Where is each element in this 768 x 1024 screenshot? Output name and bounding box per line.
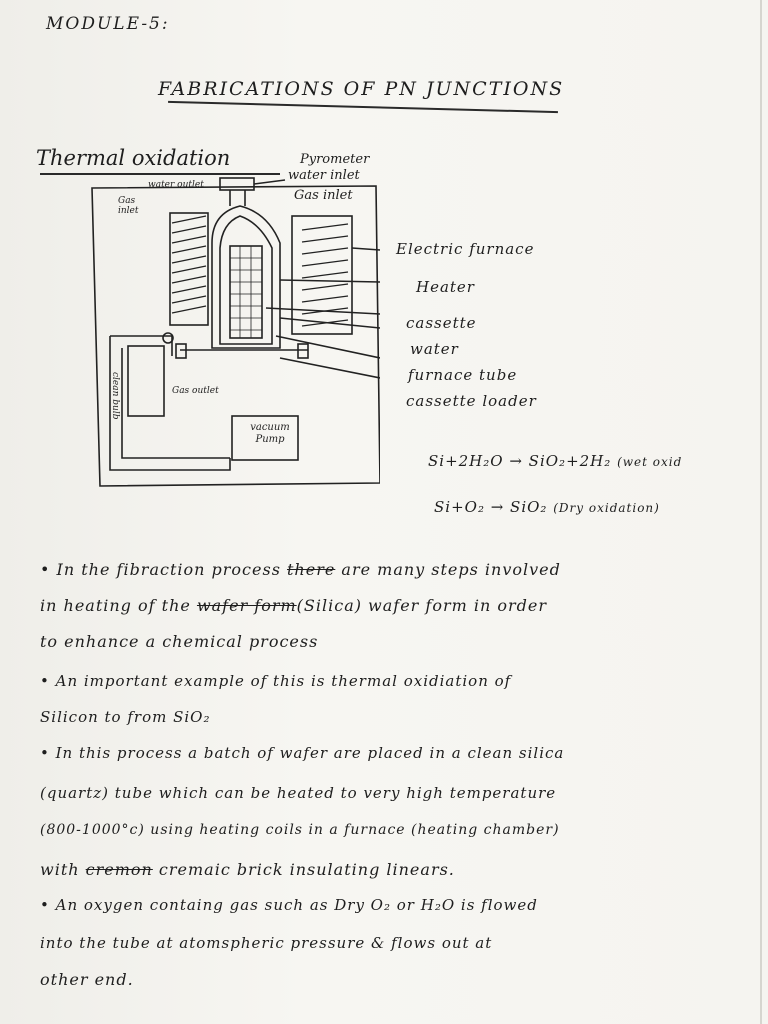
label-gas-outlet: Gas outlet: [172, 386, 219, 396]
note-line-8: (800-1000°c) using heating coils in a furnace (heating chamber): [40, 822, 560, 838]
equation-wet-text: Si+2H₂O → SiO₂+2H₂: [428, 452, 612, 470]
struck-text: there: [286, 560, 336, 579]
note-text: cremaic brick insulating linears.: [152, 860, 455, 879]
label-vacuum-pump: vacuum Pump: [250, 422, 290, 445]
equation-wet-note: (wet oxid: [617, 455, 683, 469]
equation-dry-note: (Dry oxidation): [553, 501, 660, 515]
label-pyrometer: Pyrometer: [300, 152, 370, 167]
label-furnace-tube: furnace tube: [408, 366, 518, 384]
note-line-3: to enhance a chemical process: [40, 632, 319, 651]
note-text: in heating of the: [40, 596, 197, 615]
note-line-12: other end.: [40, 970, 134, 989]
note-line-6: • In this process a batch of wafer are placed in a clean silica: [40, 744, 565, 762]
label-water-outlet: water outlet: [148, 180, 204, 190]
struck-text: cremon: [85, 860, 153, 879]
equation-wet-oxidation: [428, 452, 682, 470]
label-gas-inlet-left: Gas inlet: [118, 196, 139, 216]
note-line-2: [40, 596, 547, 615]
label-heater: Heater: [416, 278, 475, 296]
equation-dry-oxidation: [434, 498, 660, 516]
note-line-10: • An oxygen containg gas such as Dry O₂ or H₂O is flowed: [40, 896, 538, 914]
equation-dry-text: Si+O₂ → SiO₂: [434, 498, 548, 516]
note-line-4: • An important example of this is thermal oxidiation of: [40, 672, 512, 690]
label-cassette: cassette: [406, 314, 477, 332]
label-electric-furnace: Electric furnace: [396, 240, 535, 258]
note-line-5: Silicon to from SiO₂: [40, 708, 211, 726]
note-text: with: [40, 860, 86, 879]
note-text: are many steps involved: [335, 560, 561, 579]
label-water-inlet: water inlet: [288, 168, 360, 183]
label-clean-bulb: clean bulb: [110, 372, 120, 420]
title-underline: [168, 101, 558, 113]
note-line-11: into the tube at atomspheric pressure & flows out at: [40, 934, 493, 952]
struck-text: wafer form: [196, 596, 297, 615]
label-gas-inlet-right: Gas inlet: [294, 188, 353, 203]
label-cassette-loader: cassette loader: [406, 392, 537, 410]
page-title: FABRICATIONS OF PN JUNCTIONS: [158, 78, 565, 100]
label-water: water: [410, 340, 459, 358]
module-heading: MODULE-5:: [46, 14, 170, 34]
note-line-9: [40, 860, 455, 879]
note-line-7: (quartz) tube which can be heated to very high temperature: [40, 784, 557, 802]
note-text: • In the fibraction process: [40, 560, 287, 579]
note-text: (Silica) wafer form in order: [296, 596, 548, 615]
section-heading: Thermal oxidation: [36, 146, 231, 170]
note-line-1: [40, 560, 561, 579]
